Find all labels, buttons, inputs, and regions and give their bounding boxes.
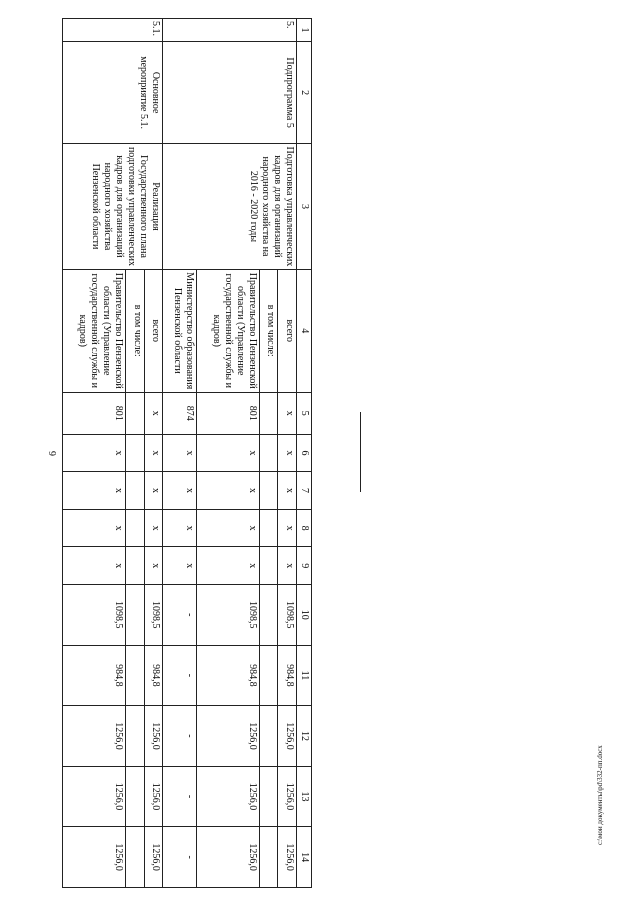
column-header: 14 <box>297 827 312 888</box>
value-cell: 1098,5 <box>278 585 297 646</box>
value-cell <box>126 827 145 888</box>
executor-cell: всего <box>278 269 297 392</box>
row-num: 5.1. <box>63 19 163 42</box>
value-cell: х <box>144 392 163 434</box>
page-number: 6 <box>48 451 59 456</box>
column-header: 1 <box>297 19 312 42</box>
file-path-footer: c:\мои документы\pd\332-пп.docx <box>596 745 604 845</box>
table-row <box>144 19 163 888</box>
value-cell: х <box>278 434 297 472</box>
value-cell: х <box>278 509 297 547</box>
executor-cell: в том числе: <box>259 269 278 392</box>
value-cell: х <box>196 547 259 585</box>
value-cell: х <box>63 472 126 510</box>
value-cell: х <box>63 434 126 472</box>
row-title: Подготовка управленческих кадров для организаций народного хозяйства на 2016 - 2020 годы <box>163 144 297 269</box>
value-cell: 1098,5 <box>63 585 126 646</box>
value-cell: х <box>63 509 126 547</box>
value-cell <box>259 392 278 434</box>
value-cell: 874 <box>163 392 196 434</box>
value-cell <box>126 766 145 827</box>
value-cell: 1256,0 <box>278 766 297 827</box>
column-header: 13 <box>297 766 312 827</box>
column-header: 5 <box>297 392 312 434</box>
column-header: 7 <box>297 472 312 510</box>
value-cell: 801 <box>63 392 126 434</box>
value-cell: 1256,0 <box>63 766 126 827</box>
value-cell: 1256,0 <box>278 827 297 888</box>
value-cell: 1098,5 <box>196 585 259 646</box>
value-cell <box>126 392 145 434</box>
value-cell: 1256,0 <box>196 766 259 827</box>
value-cell: х <box>278 547 297 585</box>
value-cell <box>126 645 145 706</box>
value-cell <box>259 585 278 646</box>
value-cell <box>126 706 145 767</box>
column-header: 4 <box>297 269 312 392</box>
header-row <box>297 19 312 888</box>
value-cell: 1256,0 <box>144 827 163 888</box>
divider-line <box>360 412 361 492</box>
value-cell: 1256,0 <box>63 706 126 767</box>
value-cell <box>126 509 145 547</box>
value-cell: х <box>63 547 126 585</box>
value-cell: х <box>278 392 297 434</box>
executor-cell: Министерство образования Пензенской области <box>163 269 196 392</box>
value-cell: 1098,5 <box>144 585 163 646</box>
column-header: 3 <box>297 144 312 269</box>
budget-table <box>62 18 312 888</box>
executor-cell: Правительство Пензенской области (Управление государственной службы и кадров) <box>63 269 126 392</box>
table-body <box>63 19 297 888</box>
value-cell: х <box>278 472 297 510</box>
value-cell: х <box>163 472 196 510</box>
value-cell: х <box>163 547 196 585</box>
row-name: Подпрограмма 5 <box>163 41 297 143</box>
executor-cell: в том числе: <box>126 269 145 392</box>
value-cell: - <box>163 706 196 767</box>
column-header: 9 <box>297 547 312 585</box>
value-cell: х <box>196 509 259 547</box>
value-cell: х <box>144 547 163 585</box>
value-cell: 984,8 <box>144 645 163 706</box>
value-cell: 1256,0 <box>196 706 259 767</box>
column-header: 6 <box>297 434 312 472</box>
column-header: 10 <box>297 585 312 646</box>
value-cell <box>259 827 278 888</box>
value-cell <box>259 766 278 827</box>
value-cell: 1256,0 <box>196 827 259 888</box>
value-cell: 801 <box>196 392 259 434</box>
value-cell: х <box>163 434 196 472</box>
value-cell <box>259 434 278 472</box>
row-num: 5. <box>163 19 297 42</box>
value-cell: - <box>163 766 196 827</box>
column-header: 2 <box>297 41 312 143</box>
column-header: 11 <box>297 645 312 706</box>
value-cell <box>259 509 278 547</box>
value-cell: 1256,0 <box>144 706 163 767</box>
value-cell: - <box>163 585 196 646</box>
value-cell <box>259 645 278 706</box>
value-cell <box>259 547 278 585</box>
value-cell <box>126 547 145 585</box>
value-cell: х <box>163 509 196 547</box>
row-title: Реализация Государственного плана подготовки управленческих кадров для организаций народного хозяйства Пензенской области <box>63 144 163 269</box>
value-cell: х <box>196 472 259 510</box>
value-cell <box>126 434 145 472</box>
value-cell <box>126 472 145 510</box>
column-header: 8 <box>297 509 312 547</box>
value-cell <box>259 706 278 767</box>
value-cell: х <box>144 434 163 472</box>
value-cell: 984,8 <box>278 645 297 706</box>
value-cell: 1256,0 <box>63 827 126 888</box>
value-cell: х <box>196 434 259 472</box>
value-cell: 984,8 <box>196 645 259 706</box>
executor-cell: всего <box>144 269 163 392</box>
value-cell: 1256,0 <box>144 766 163 827</box>
value-cell: - <box>163 827 196 888</box>
value-cell: - <box>163 645 196 706</box>
value-cell: 984,8 <box>63 645 126 706</box>
table-row <box>278 19 297 888</box>
value-cell: х <box>144 472 163 510</box>
value-cell <box>259 472 278 510</box>
budget-table-rotated <box>62 18 312 888</box>
row-name: Основное мероприятие 5.1. <box>63 41 163 143</box>
executor-cell: Правительство Пензенской области (Управление государственной службы и кадров) <box>196 269 259 392</box>
value-cell: 1256,0 <box>278 706 297 767</box>
value-cell: х <box>144 509 163 547</box>
column-header: 12 <box>297 706 312 767</box>
value-cell <box>126 585 145 646</box>
